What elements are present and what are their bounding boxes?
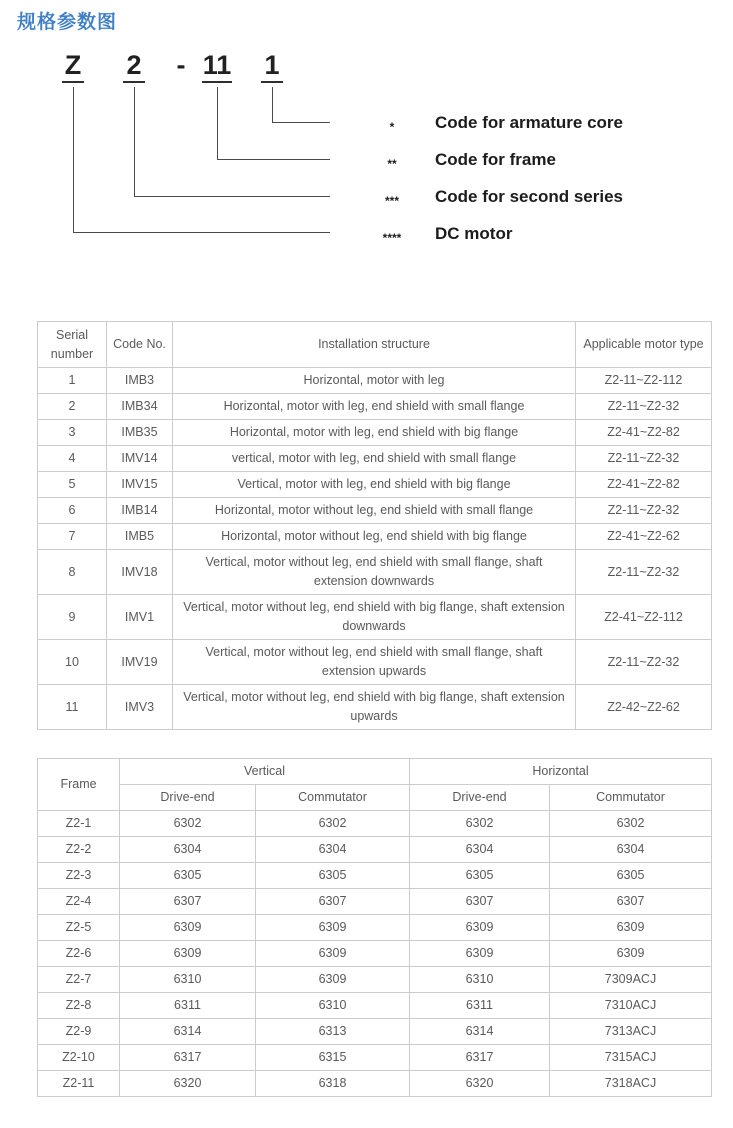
table-cell: 6314 <box>410 1019 550 1045</box>
code-label-frame <box>377 147 556 173</box>
footnote-text: Code for second series <box>435 187 624 206</box>
table-cell: Z2-41~Z2-112 <box>576 595 712 640</box>
table-cell: 2 <box>38 394 107 420</box>
table-row <box>38 1071 712 1097</box>
table-cell: 6317 <box>410 1045 550 1071</box>
table-cell: 6309 <box>120 941 256 967</box>
table-cell: 7315ACJ <box>550 1045 712 1071</box>
table-cell: 7309ACJ <box>550 967 712 993</box>
table-cell: 8 <box>38 550 107 595</box>
table-cell: Horizontal, motor without leg, end shield with big flange <box>173 524 576 550</box>
group-header-horizontal: Horizontal <box>410 759 712 785</box>
table-row <box>38 685 712 730</box>
table-cell: Vertical, motor without leg, end shield with big flange, shaft extension upwards <box>173 685 576 730</box>
table-cell: 7 <box>38 524 107 550</box>
column-header-installation-structure: Installation structure <box>173 322 576 368</box>
table-row <box>38 837 712 863</box>
table-cell: 6304 <box>256 837 410 863</box>
table-row <box>38 595 712 640</box>
table-cell: Horizontal, motor with leg, end shield with small flange <box>173 394 576 420</box>
table-cell: Z2-8 <box>38 993 120 1019</box>
table-cell: Vertical, motor with leg, end shield with big flange <box>173 472 576 498</box>
bearing-table <box>37 758 712 1097</box>
table-cell: IMV19 <box>107 640 173 685</box>
table-cell: Z2-41~Z2-82 <box>576 420 712 446</box>
table-cell: IMB34 <box>107 394 173 420</box>
table-cell: 10 <box>38 640 107 685</box>
table-cell: 6313 <box>256 1019 410 1045</box>
table-row <box>38 811 712 837</box>
table-header-row <box>38 322 712 368</box>
column-header-drive-end-vertical: Drive-end <box>120 785 256 811</box>
table-cell: Z2-2 <box>38 837 120 863</box>
table-cell: Z2-11~Z2-32 <box>576 498 712 524</box>
table-cell: 7313ACJ <box>550 1019 712 1045</box>
table-cell: 6320 <box>120 1071 256 1097</box>
footnote-stars: ** <box>387 157 397 171</box>
table-cell: IMV15 <box>107 472 173 498</box>
table-cell: 6307 <box>550 889 712 915</box>
table-cell: Horizontal, motor with leg, end shield with big flange <box>173 420 576 446</box>
table-cell: Z2-11~Z2-32 <box>576 446 712 472</box>
table-cell: Vertical, motor without leg, end shield with big flange, shaft extension downwards <box>173 595 576 640</box>
table-cell: Z2-9 <box>38 1019 120 1045</box>
code-segment-armature: 1 <box>261 50 283 83</box>
group-header-vertical: Vertical <box>120 759 410 785</box>
table-cell: 6307 <box>256 889 410 915</box>
code-label-dc-motor <box>377 221 512 247</box>
table-subheader-row <box>38 785 712 811</box>
footnote-stars: *** <box>384 194 399 208</box>
table-cell: 6305 <box>256 863 410 889</box>
table-cell: Horizontal, motor with leg <box>173 368 576 394</box>
table-cell: Z2-41~Z2-62 <box>576 524 712 550</box>
table-cell: 6307 <box>410 889 550 915</box>
table-row <box>38 368 712 394</box>
table-cell: 6302 <box>256 811 410 837</box>
table-cell: 6317 <box>120 1045 256 1071</box>
table-cell: 6309 <box>256 941 410 967</box>
table-cell: Z2-6 <box>38 941 120 967</box>
table-cell: IMV3 <box>107 685 173 730</box>
table-row <box>38 915 712 941</box>
table-cell: Z2-5 <box>38 915 120 941</box>
table-cell: 4 <box>38 446 107 472</box>
table-cell: 6311 <box>410 993 550 1019</box>
table-cell: IMV14 <box>107 446 173 472</box>
footnote-stars: * <box>389 120 395 134</box>
column-header-serial-number: Serial number <box>38 322 107 368</box>
table-cell: Z2-11~Z2-32 <box>576 640 712 685</box>
table-row <box>38 524 712 550</box>
table-cell: 6309 <box>550 941 712 967</box>
table-row <box>38 446 712 472</box>
table-cell: 6307 <box>120 889 256 915</box>
table-cell: 7310ACJ <box>550 993 712 1019</box>
table-cell: 1 <box>38 368 107 394</box>
table-row <box>38 889 712 915</box>
table-cell: 9 <box>38 595 107 640</box>
column-header-drive-end-horizontal: Drive-end <box>410 785 550 811</box>
table-row <box>38 394 712 420</box>
page-title: 规格参数图 <box>17 12 118 33</box>
table-cell: 6302 <box>120 811 256 837</box>
table-row <box>38 640 712 685</box>
code-segment-frame: 11 <box>202 50 232 83</box>
footnote-text: Code for frame <box>435 150 556 169</box>
table-row <box>38 1019 712 1045</box>
table-cell: 3 <box>38 420 107 446</box>
table-cell: 6311 <box>120 993 256 1019</box>
table-cell: Horizontal, motor without leg, end shield with small flange <box>173 498 576 524</box>
table-cell: Z2-42~Z2-62 <box>576 685 712 730</box>
column-header-commutator-horizontal: Commutator <box>550 785 712 811</box>
table-cell: 6309 <box>410 915 550 941</box>
table-row <box>38 941 712 967</box>
table-cell: 6305 <box>120 863 256 889</box>
table-cell: Z2-3 <box>38 863 120 889</box>
table-row <box>38 420 712 446</box>
table-row <box>38 472 712 498</box>
table-row <box>38 863 712 889</box>
footnote-stars: **** <box>382 231 402 245</box>
table-cell: Z2-7 <box>38 967 120 993</box>
table-cell: Z2-11~Z2-112 <box>576 368 712 394</box>
table-cell: IMB35 <box>107 420 173 446</box>
table-row <box>38 967 712 993</box>
table-cell: 6305 <box>550 863 712 889</box>
table-cell: 6320 <box>410 1071 550 1097</box>
table-cell: 6310 <box>256 993 410 1019</box>
table-cell: IMB5 <box>107 524 173 550</box>
table-cell: vertical, motor with leg, end shield with small flange <box>173 446 576 472</box>
table-cell: 6309 <box>256 967 410 993</box>
table-cell: Z2-11~Z2-32 <box>576 550 712 595</box>
connector-line-dc-motor <box>73 87 330 233</box>
table-cell: 6309 <box>256 915 410 941</box>
table-cell: 6304 <box>120 837 256 863</box>
table-cell: 6315 <box>256 1045 410 1071</box>
table-cell: 6304 <box>410 837 550 863</box>
table-cell: 5 <box>38 472 107 498</box>
code-segment-second: 2 <box>123 50 145 83</box>
table-row <box>38 498 712 524</box>
table-cell: Z2-1 <box>38 811 120 837</box>
table-cell: 6302 <box>410 811 550 837</box>
table-row <box>38 550 712 595</box>
table-cell: IMB14 <box>107 498 173 524</box>
table-cell: 6305 <box>410 863 550 889</box>
table-cell: 6310 <box>120 967 256 993</box>
table-cell: 6309 <box>120 915 256 941</box>
table-cell: 6309 <box>410 941 550 967</box>
table-cell: IMB3 <box>107 368 173 394</box>
column-header-frame: Frame <box>38 759 120 811</box>
table-cell: 6302 <box>550 811 712 837</box>
table-cell: Vertical, motor without leg, end shield with small flange, shaft extension downwards <box>173 550 576 595</box>
installation-table <box>37 321 712 730</box>
code-label-armature-core <box>377 110 623 136</box>
table-cell: 6318 <box>256 1071 410 1097</box>
table-cell: 7318ACJ <box>550 1071 712 1097</box>
table-cell: Z2-4 <box>38 889 120 915</box>
table-cell: 6310 <box>410 967 550 993</box>
table-row <box>38 1045 712 1071</box>
table-cell: 6 <box>38 498 107 524</box>
column-header-commutator-vertical: Commutator <box>256 785 410 811</box>
table-cell: Z2-11 <box>38 1071 120 1097</box>
table-cell: 6314 <box>120 1019 256 1045</box>
table-cell: Z2-10 <box>38 1045 120 1071</box>
table-cell: IMV18 <box>107 550 173 595</box>
code-segment-dash: - <box>176 50 186 80</box>
table-row <box>38 993 712 1019</box>
table-cell: Z2-41~Z2-82 <box>576 472 712 498</box>
table-cell: IMV1 <box>107 595 173 640</box>
code-segment-series: Z <box>62 50 84 83</box>
table-cell: 6309 <box>550 915 712 941</box>
table-header-row <box>38 759 712 785</box>
table-cell: Vertical, motor without leg, end shield with small flange, shaft extension upwards <box>173 640 576 685</box>
code-label-second-series <box>377 184 623 210</box>
table-cell: 6304 <box>550 837 712 863</box>
footnote-text: Code for armature core <box>435 113 623 132</box>
table-cell: Z2-11~Z2-32 <box>576 394 712 420</box>
model-code-diagram <box>0 0 733 280</box>
footnote-text: DC motor <box>435 224 513 243</box>
column-header-applicable-motor-type: Applicable motor type <box>576 322 712 368</box>
table-cell: 11 <box>38 685 107 730</box>
column-header-code-no: Code No. <box>107 322 173 368</box>
